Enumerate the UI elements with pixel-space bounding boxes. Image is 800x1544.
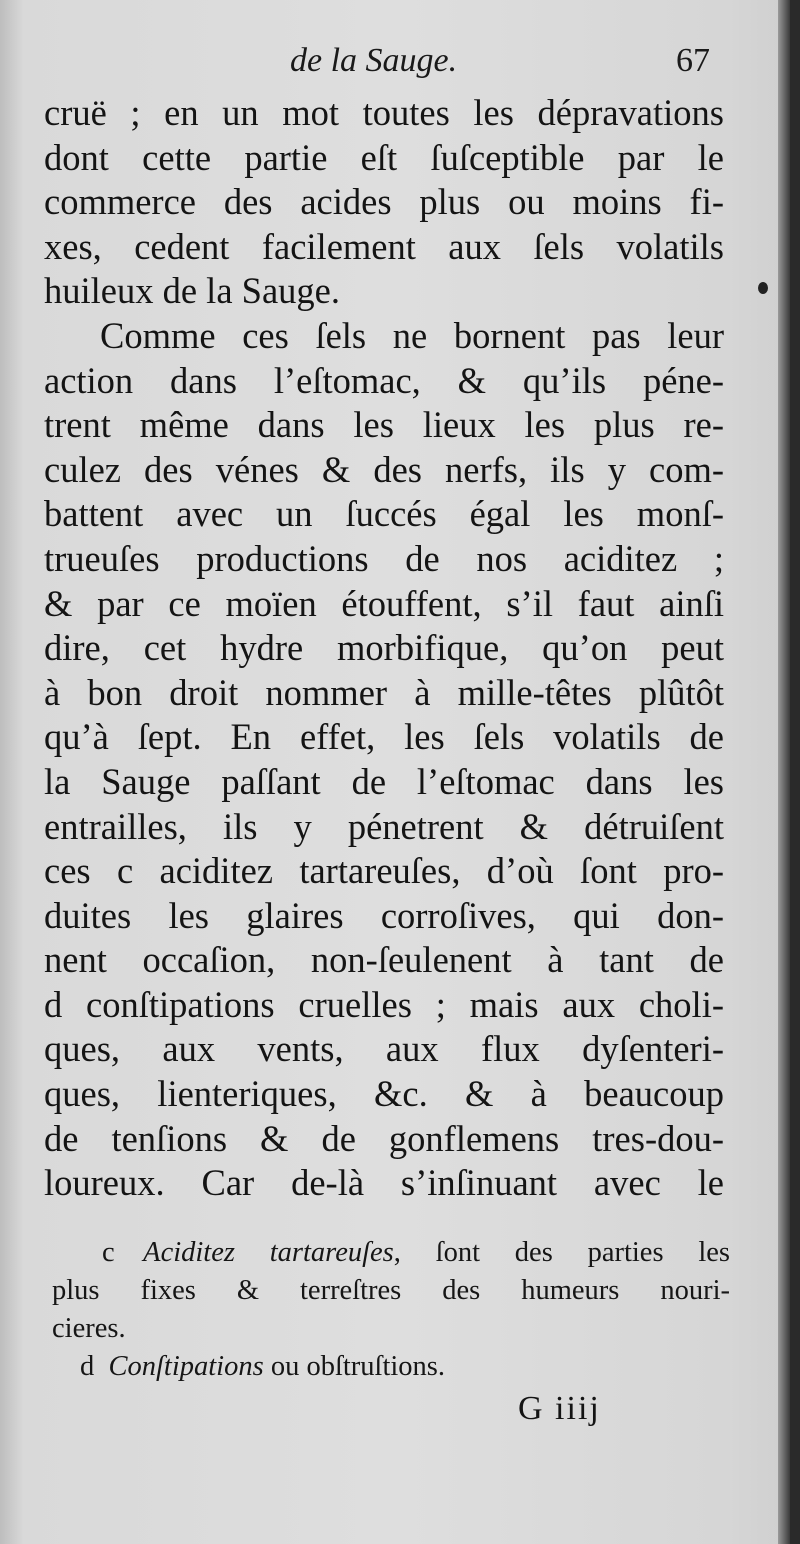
body-line: ces c aciditez tartareuſes, d’où ſont pro- — [44, 850, 724, 892]
footnote-c-line: plus fixes & terreſtres des humeurs nouri- — [52, 1275, 730, 1306]
body-line: de tenſions & de gonflemens tres-dou- — [44, 1117, 724, 1159]
body-line: action dans l’eſtomac, & qu’ils péne- — [44, 359, 724, 401]
running-head — [290, 42, 730, 92]
body-line: dont cette partie eſt ſuſceptible par le — [44, 136, 724, 178]
footnote-c-text: , ſont des parties les — [393, 1237, 730, 1268]
footnote-d-term: Conſtipations — [108, 1351, 264, 1382]
body-line: ques, aux vents, aux flux dyſenteri- — [44, 1028, 724, 1070]
body-line: trueuſes productions de nos aciditez ; — [44, 537, 724, 579]
running-head-title: de la Sauge. — [290, 42, 458, 79]
signature-mark: G iiij — [518, 1390, 601, 1427]
body-line: loureux. Car de-là s’inſinuant avec le — [44, 1162, 724, 1204]
footnotes — [52, 1234, 730, 1386]
footnote-d-line — [80, 1348, 730, 1386]
body-line: xes, cedent facilement aux ſels volatils — [44, 225, 724, 267]
footnote-c-line: cieres. — [52, 1313, 126, 1344]
body-line: cruë ; en un mot toutes les dépravations — [44, 92, 724, 133]
body-line: huileux de la Sauge. — [44, 270, 340, 312]
body-line: ques, lienteriques, &c. & à beaucoup — [44, 1073, 724, 1115]
body-line: la Sauge paſſant de l’eſtomac dans les — [44, 760, 724, 802]
footnote-c-line — [80, 1234, 730, 1272]
body-line: à bon droit nommer à mille-têtes plûtôt — [44, 671, 724, 713]
body-text — [44, 91, 724, 1206]
footnote-d-text: ou obſtruſtions. — [263, 1351, 446, 1382]
ink-spot — [758, 282, 768, 294]
body-line: nent occaſion, non-ſeulenent à tant de — [44, 939, 724, 981]
body-line: trent même dans les lieux les plus re- — [44, 404, 724, 446]
body-line: Comme ces ſels ne bornent pas leur — [100, 314, 724, 356]
footnote-c-term: Aciditez tartareuſes — [143, 1237, 394, 1268]
page-number: 67 — [676, 42, 710, 79]
body-line: d conſtipations cruelles ; mais aux choli- — [44, 983, 724, 1025]
footnote-c-mark: c — [102, 1237, 115, 1268]
body-line: & par ce moïen étouffent, s’il faut ainſi — [44, 582, 724, 624]
body-line: duites les glaires corroſives, qui don- — [44, 894, 724, 936]
body-line: commerce des acides plus ou moins fi- — [44, 181, 724, 223]
body-line: dire, cet hydre morbifique, qu’on peut — [44, 627, 724, 669]
body-line: battent avec un ſuccés égal les monſ- — [44, 493, 724, 535]
body-line: entrailles, ils y pénetrent & détruiſent — [44, 805, 724, 847]
footnote-d-mark: d — [80, 1351, 95, 1382]
body-line: culez des vénes & des nerfs, ils y com- — [44, 448, 724, 490]
body-line: qu’à ſept. En effet, les ſels volatils de — [44, 716, 724, 758]
page-gutter-shadow — [778, 0, 790, 1544]
